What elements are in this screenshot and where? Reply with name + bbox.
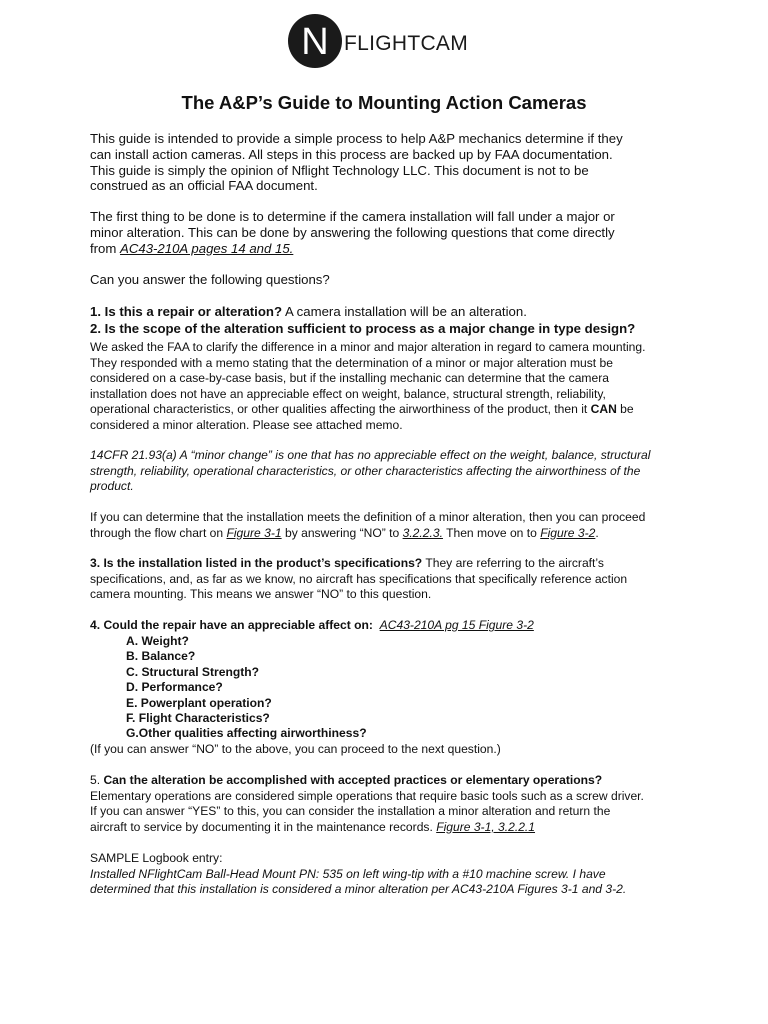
list-item: C. Structural Strength? [126,664,260,679]
ac43-figure-3-2-link[interactable]: AC43-210A pg 15 Figure 3-2 [379,618,534,632]
sample-heading: SAMPLE Logbook entry: [90,851,223,865]
list-item: G.Other qualities affecting airworthiness? [126,726,367,741]
ac43-pages-link[interactable]: AC43-210A pages 14 and 15. [120,240,294,256]
section-3223-link[interactable]: 3.2.2.3. [402,525,443,540]
question-2: 2. Is the scope of the alteration sufficient to process as a major change in type design? [90,321,636,336]
question-4-note: (If you can answer “NO” to the above, you can proceed to the next question.) [90,742,501,756]
questions-prompt: Can you answer the following questions? [90,272,330,287]
affect-criteria-list [126,634,367,742]
figure-3-1-3221-link[interactable]: Figure 3-1, 3.2.2.1 [436,819,536,834]
sample-logbook-entry: SAMPLE Logbook entry: Installed NFlightCam Ball-Head Mount PN: 535 on left wing-tip with a #10 machine screw. I have determined that this installation is considered a minor alteration per AC43-210A Figures 3-1 and 3-2. [90,851,710,898]
list-item: E. Powerplant operation? [126,695,272,710]
logo-n-circle-icon [288,14,342,68]
question-4: 4. Could the repair have an appreciable affect on: AC43-210A pg 15 Figure 3-2 [90,618,534,632]
nflightcam-logo [288,12,484,70]
question-3: 3. Is the installation listed in the product’s specifications? They are referring to the aircraft’s specifications, and, as far as we know, no aircraft has specifications that specifically reference action camera mounting. This means we answer “NO” to this question. [90,556,628,602]
list-item: D. Performance? [126,680,223,695]
question-5: 5. Can the alteration be accomplished with accepted practices or elementary operations? Elementary operations are considered simple operations that require basic tools such as a screw driver. If you can answer “YES” to this, you can consider the installation a minor alteration and return the aircraft to service by documenting it in the maintenance records. Figure 3-1, 3.2.2.1 [90,773,644,834]
first-step-paragraph: The first thing to be done is to determine if the camera installation will fall under a major or minor alteration. This can be done by answering the following questions that come directly from AC43-210A pages 14 and 15. [90,209,615,256]
question-1: 1. Is this a repair or alteration? A camera installation will be an alteration. [90,304,527,319]
list-item: F. Flight Characteristics? [126,710,270,725]
cfr-definition: 14CFR 21.93(a) A “minor change” is one that has no appreciable effect on the weight, balance, structural strength, reliability, operational characteristics, or other characteristics affecting the airworthiness of the product. [90,448,651,494]
document-title: The A&P’s Guide to Mounting Action Cameras [181,92,587,113]
figure-3-2-link[interactable]: Figure 3-2 [540,525,596,540]
logo-letter: N [301,21,329,63]
figure-3-1-link[interactable]: Figure 3-1 [226,525,282,540]
proceed-paragraph: If you can determine that the installation meets the definition of a minor alteration, then you can proceed through the flow chart on Figure 3-1 by answering “NO” to 3.2.2.3. Then move on to Figure 3-2. [90,510,646,540]
intro-paragraph: This guide is intended to provide a simple process to help A&P mechanics determine if they can install action cameras. All steps in this process are backed up by FAA documentation. This guide is simply the opinion of Nflight Technology LLC. This document is not to be construed as an official FAA document. [90,131,623,194]
logo-wordmark: FLIGHTCAM [344,32,469,55]
list-item: A. Weight? [126,634,189,648]
list-item: B. Balance? [126,649,196,664]
faa-memo-paragraph: We asked the FAA to clarify the difference in a minor and major alteration in regard to camera mounting. They responded with a memo stating that the determination of a minor or major alteration must be considered on a case-by-case basis, but if the installing mechanic can determine that the camera installation does not have an appreciable effect on weight, balance, structural strength, reliability, operational characteristics, or other qualities affecting the airworthiness of the product, then it CAN be considered a minor alteration. Please see attached memo. [90,340,646,432]
